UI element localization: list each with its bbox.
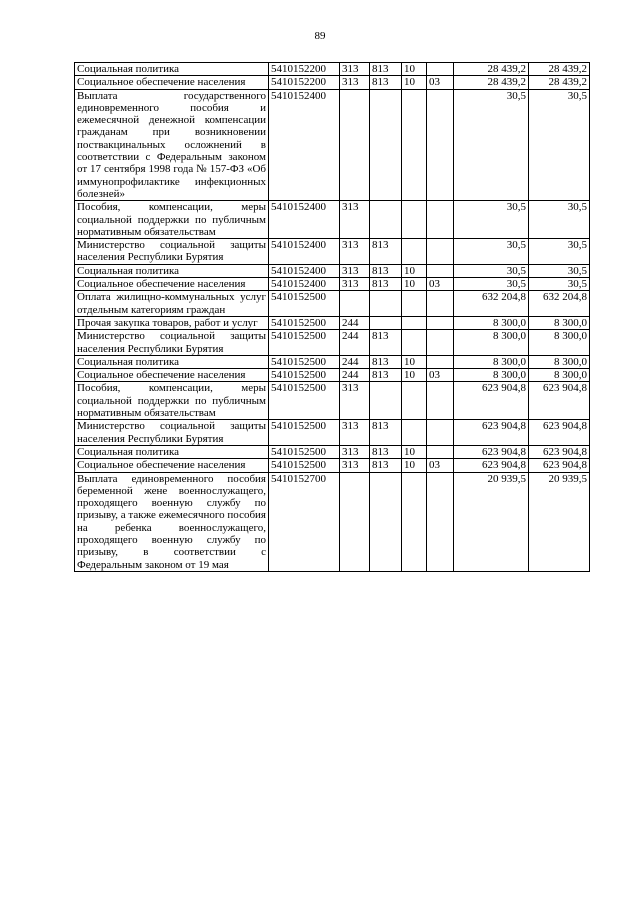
row-ministry-cell: 813 [370,420,402,446]
row-amount-cell: 623 904,8 [454,459,529,472]
row-subsection-cell [427,316,454,329]
row-amount-cell: 8 300,0 [529,355,590,368]
row-amount-cell: 30,5 [529,264,590,277]
row-code-cell: 5410152500 [269,459,340,472]
table-row [75,355,590,368]
row-expense-type-cell: 244 [340,330,370,356]
row-expense-type-cell: 313 [340,445,370,458]
row-code-cell: 5410152200 [269,63,340,76]
row-expense-type-cell: 244 [340,355,370,368]
row-expense-type-cell: 313 [340,382,370,420]
row-section-cell [402,472,427,571]
row-amount-cell: 8 300,0 [454,316,529,329]
row-ministry-cell [370,316,402,329]
row-code-cell: 5410152500 [269,291,340,317]
row-expense-type-cell: 313 [340,201,370,239]
row-code-cell: 5410152500 [269,382,340,420]
row-amount-cell: 623 904,8 [529,459,590,472]
row-subsection-cell [427,472,454,571]
row-ministry-cell [370,89,402,201]
row-subsection-cell [427,63,454,76]
row-subsection-cell [427,239,454,265]
row-code-cell: 5410152200 [269,76,340,89]
table-row [75,89,590,201]
row-name-cell: Социальное обеспечение населения [75,369,269,382]
row-subsection-cell [427,420,454,446]
row-amount-cell: 8 300,0 [454,355,529,368]
row-code-cell: 5410152500 [269,355,340,368]
row-name-cell: Выплата единовременного пособия беременной жене военнослужащего, проходящего военную службу по призыву, а также ежемесячного пособия на ребенка военнослужащего, проходящего военную службу по призыву, в соответствии с Федеральным законом от 19 мая [75,472,269,571]
table-row [75,239,590,265]
row-code-cell: 5410152500 [269,369,340,382]
table-row [75,76,590,89]
row-amount-cell: 30,5 [529,89,590,201]
row-name-cell: Министерство социальной защиты населения Республики Бурятия [75,420,269,446]
row-section-cell: 10 [402,459,427,472]
row-code-cell: 5410152700 [269,472,340,571]
table-row [75,264,590,277]
table-row [75,445,590,458]
row-amount-cell: 30,5 [529,239,590,265]
table-row [75,369,590,382]
row-amount-cell: 28 439,2 [454,76,529,89]
table-row [75,63,590,76]
row-amount-cell: 20 939,5 [454,472,529,571]
row-amount-cell: 632 204,8 [454,291,529,317]
table-row [75,459,590,472]
row-subsection-cell [427,382,454,420]
row-subsection-cell [427,291,454,317]
row-name-cell: Социальное обеспечение населения [75,76,269,89]
row-ministry-cell: 813 [370,445,402,458]
row-subsection-cell: 03 [427,369,454,382]
row-expense-type-cell: 313 [340,239,370,265]
row-section-cell [402,330,427,356]
row-amount-cell: 28 439,2 [529,76,590,89]
row-section-cell [402,89,427,201]
table-row [75,420,590,446]
row-ministry-cell: 813 [370,63,402,76]
row-subsection-cell [427,355,454,368]
row-amount-cell: 623 904,8 [454,445,529,458]
row-amount-cell: 8 300,0 [529,330,590,356]
row-amount-cell: 30,5 [529,201,590,239]
row-section-cell [402,382,427,420]
row-subsection-cell [427,330,454,356]
row-expense-type-cell [340,472,370,571]
row-amount-cell: 623 904,8 [454,382,529,420]
row-name-cell: Министерство социальной защиты населения Республики Бурятия [75,239,269,265]
row-section-cell [402,420,427,446]
row-amount-cell: 623 904,8 [529,382,590,420]
table-row [75,201,590,239]
row-section-cell [402,201,427,239]
row-amount-cell: 30,5 [454,264,529,277]
row-amount-cell: 20 939,5 [529,472,590,571]
row-amount-cell: 632 204,8 [529,291,590,317]
row-ministry-cell [370,472,402,571]
row-ministry-cell [370,201,402,239]
row-section-cell: 10 [402,445,427,458]
row-code-cell: 5410152500 [269,330,340,356]
row-subsection-cell [427,445,454,458]
row-code-cell: 5410152400 [269,201,340,239]
row-name-cell: Выплата государственного единовременного пособия и ежемесячной денежной компенсации гражданам при возникновении поствакцинальных осложнений в соответствии с Федеральным законом от 17 сентября 1998 года № 157-ФЗ «Об иммунопрофилактике инфекционных болезней» [75,89,269,201]
row-name-cell: Социальное обеспечение населения [75,278,269,291]
row-subsection-cell: 03 [427,76,454,89]
row-code-cell: 5410152400 [269,278,340,291]
row-code-cell: 5410152500 [269,420,340,446]
row-amount-cell: 30,5 [454,89,529,201]
row-subsection-cell: 03 [427,459,454,472]
row-expense-type-cell: 313 [340,264,370,277]
row-name-cell: Социальное обеспечение населения [75,459,269,472]
row-ministry-cell: 813 [370,355,402,368]
row-name-cell: Министерство социальной защиты населения Республики Бурятия [75,330,269,356]
row-expense-type-cell [340,291,370,317]
row-amount-cell: 623 904,8 [529,420,590,446]
row-amount-cell: 8 300,0 [529,316,590,329]
budget-table [74,62,590,572]
row-code-cell: 5410152500 [269,445,340,458]
row-amount-cell: 28 439,2 [529,63,590,76]
row-expense-type-cell: 244 [340,316,370,329]
table-row [75,291,590,317]
row-ministry-cell [370,382,402,420]
row-code-cell: 5410152400 [269,264,340,277]
row-section-cell [402,316,427,329]
row-code-cell: 5410152400 [269,89,340,201]
row-section-cell: 10 [402,264,427,277]
row-name-cell: Социальная политика [75,63,269,76]
row-name-cell: Социальная политика [75,264,269,277]
row-section-cell: 10 [402,63,427,76]
row-amount-cell: 8 300,0 [529,369,590,382]
row-expense-type-cell: 313 [340,76,370,89]
row-code-cell: 5410152400 [269,239,340,265]
row-ministry-cell: 813 [370,330,402,356]
row-subsection-cell: 03 [427,278,454,291]
row-expense-type-cell: 313 [340,278,370,291]
table-row [75,316,590,329]
row-subsection-cell [427,264,454,277]
row-section-cell [402,239,427,265]
row-name-cell: Социальная политика [75,355,269,368]
row-ministry-cell: 813 [370,239,402,265]
row-name-cell: Оплата жилищно-коммунальных услуг отдельным категориям граждан [75,291,269,317]
row-name-cell: Пособия, компенсации, меры социальной поддержки по публичным нормативным обязательствам [75,382,269,420]
row-subsection-cell [427,89,454,201]
row-name-cell: Прочая закупка товаров, работ и услуг [75,316,269,329]
row-amount-cell: 30,5 [454,278,529,291]
row-name-cell: Пособия, компенсации, меры социальной поддержки по публичным нормативным обязательствам [75,201,269,239]
row-amount-cell: 30,5 [454,201,529,239]
row-expense-type-cell: 244 [340,369,370,382]
row-ministry-cell: 813 [370,278,402,291]
row-section-cell: 10 [402,278,427,291]
row-section-cell: 10 [402,76,427,89]
row-subsection-cell [427,201,454,239]
row-amount-cell: 623 904,8 [454,420,529,446]
row-ministry-cell: 813 [370,264,402,277]
row-ministry-cell: 813 [370,369,402,382]
row-section-cell: 10 [402,369,427,382]
page-number: 89 [314,30,326,42]
row-code-cell: 5410152500 [269,316,340,329]
row-amount-cell: 28 439,2 [454,63,529,76]
row-amount-cell: 623 904,8 [529,445,590,458]
table-row [75,330,590,356]
table-row [75,472,590,571]
row-section-cell [402,291,427,317]
row-amount-cell: 30,5 [529,278,590,291]
row-section-cell: 10 [402,355,427,368]
row-amount-cell: 8 300,0 [454,330,529,356]
row-amount-cell: 8 300,0 [454,369,529,382]
row-ministry-cell: 813 [370,76,402,89]
row-expense-type-cell: 313 [340,459,370,472]
row-ministry-cell: 813 [370,459,402,472]
table-row [75,278,590,291]
row-expense-type-cell: 313 [340,420,370,446]
row-amount-cell: 30,5 [454,239,529,265]
row-ministry-cell [370,291,402,317]
table-row [75,382,590,420]
row-expense-type-cell [340,89,370,201]
row-name-cell: Социальная политика [75,445,269,458]
row-expense-type-cell: 313 [340,63,370,76]
